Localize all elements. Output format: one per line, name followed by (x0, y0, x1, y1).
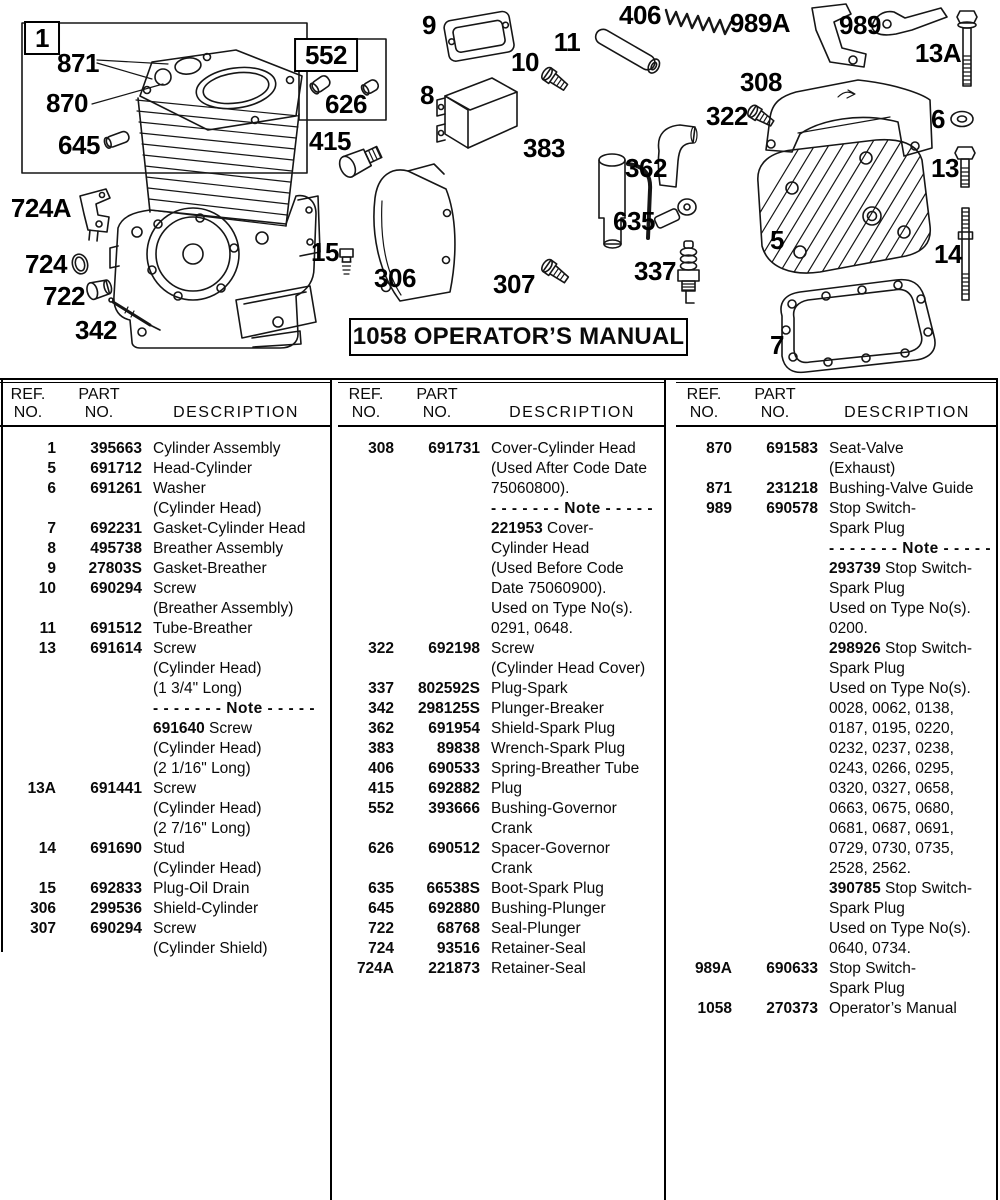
description-line: Bushing-Valve Guide (829, 480, 974, 497)
part-ref-no: 626 (368, 840, 394, 857)
part-row (0, 559, 330, 579)
description-line: Spark Plug (829, 660, 905, 677)
part-ref-no: 645 (368, 900, 394, 917)
part-no: 690533 (428, 760, 480, 777)
part-description (480, 699, 664, 719)
description-line: Retainer-Seal (491, 960, 586, 977)
description-line: 0729, 0730, 0735, (829, 840, 954, 857)
part-no: 66538S (426, 880, 480, 897)
part-ref-no: 635 (368, 880, 394, 897)
column-header-ref: REF. NO. (348, 386, 384, 421)
description-line: (Cylinder Head) (153, 500, 262, 517)
part-ref-no: 406 (368, 760, 394, 777)
description-line: 0232, 0237, 0238, (829, 740, 954, 757)
description-line: Screw (153, 780, 197, 797)
callout-7: 7 (770, 330, 784, 360)
part-row (676, 959, 996, 999)
description-line: Washer (153, 480, 206, 497)
part-no: 93516 (436, 940, 480, 957)
part-description (818, 439, 996, 479)
part-row (676, 499, 996, 959)
part-row (338, 699, 664, 719)
description-line: Seal-Plunger (491, 920, 581, 937)
part-ref-no: 1058 (697, 1000, 732, 1017)
description-line: Stop Switch- (829, 500, 917, 517)
part-description (480, 879, 664, 899)
spring-breather-tube-icon (666, 10, 731, 34)
callout-989: 989 (839, 10, 881, 40)
part-description (142, 539, 330, 559)
part-no: 692198 (428, 640, 480, 657)
description-line: Operator’s Manual (829, 1000, 957, 1017)
description-line: 298926 Stop Switch- (829, 640, 973, 657)
description-line: Spark Plug (829, 520, 905, 537)
column-header-description: DESCRIPTION (844, 404, 970, 421)
description-line: - - - - - - - Note - - - - - (829, 540, 992, 557)
callout-626: 626 (325, 89, 367, 119)
description-line: Plunger-Breaker (491, 700, 604, 717)
description-line: Used on Type No(s). (829, 920, 971, 937)
part-no: 691261 (90, 480, 142, 497)
part-ref-no: 15 (38, 880, 56, 897)
part-description (142, 579, 330, 619)
part-row (0, 539, 330, 559)
tube-breather-icon (593, 27, 662, 75)
description-line: (Exhaust) (829, 460, 896, 477)
washer-icon (951, 112, 973, 127)
description-line: (Used After Code Date (491, 460, 647, 477)
callout-6: 6 (931, 104, 945, 134)
callout-724: 724 (25, 249, 67, 279)
callout-871: 871 (57, 48, 99, 78)
callout-14: 14 (934, 239, 962, 269)
description-line: 0243, 0266, 0295, (829, 760, 954, 777)
boot-spark-plug-icon (654, 199, 696, 229)
part-row (338, 739, 664, 759)
part-description (480, 719, 664, 739)
callout-13A: 13A (914, 38, 962, 68)
description-line: Bushing-Governor (491, 800, 617, 817)
part-no: 393666 (428, 800, 480, 817)
stop-switch-989-icon (872, 8, 947, 35)
part-row (338, 719, 664, 739)
description-line: 0200. (829, 620, 868, 637)
part-row (0, 919, 330, 959)
description-line: Used on Type No(s). (491, 600, 633, 617)
callout-308: 308 (740, 67, 782, 97)
description-line: (2 7/16" Long) (153, 820, 251, 837)
column-header-ref: REF. NO. (686, 386, 722, 421)
part-row (338, 959, 664, 979)
breather-assembly-icon (437, 78, 517, 148)
table-header (338, 382, 664, 427)
part-description (142, 639, 330, 779)
part-row (338, 439, 664, 639)
part-description (480, 919, 664, 939)
description-line: Crank (491, 860, 533, 877)
description-line: Cylinder Assembly (153, 440, 281, 457)
description-line: Head-Cylinder (153, 460, 253, 477)
part-row (338, 679, 664, 699)
part-no: 690294 (90, 580, 142, 597)
description-line: Screw (153, 580, 197, 597)
description-line: Spark Plug (829, 900, 905, 917)
description-line: (Cylinder Head) (153, 660, 262, 677)
callout-870: 870 (46, 88, 88, 118)
column-header-ref: REF. NO. (10, 386, 46, 421)
part-row (338, 839, 664, 879)
retainer-seal-724-icon (70, 252, 90, 275)
part-ref-no: 11 (39, 620, 56, 637)
part-description (480, 959, 664, 979)
part-row (0, 899, 330, 919)
description-line: Screw (153, 640, 197, 657)
part-ref-no: 13 (38, 640, 56, 657)
description-line: Used on Type No(s). (829, 680, 971, 697)
part-row (676, 479, 996, 499)
part-description (142, 779, 330, 839)
callout-406: 406 (619, 0, 661, 30)
description-line: Seat-Valve (829, 440, 904, 457)
part-description (142, 899, 330, 919)
table-header (676, 382, 996, 427)
column-header-part: PART NO. (78, 386, 120, 421)
callout-306: 306 (374, 263, 416, 293)
description-line: Gasket-Breather (153, 560, 267, 577)
part-ref-no: 989 (706, 500, 732, 517)
part-no: 692231 (90, 520, 142, 537)
description-line: Plug-Oil Drain (153, 880, 250, 897)
part-no: 691690 (90, 840, 142, 857)
part-ref-no: 383 (368, 740, 394, 757)
description-line: Spark Plug (829, 980, 905, 997)
description-line: Cover-Cylinder Head (491, 440, 636, 457)
part-no: 221873 (428, 960, 480, 977)
part-no: 691614 (90, 640, 142, 657)
part-description (480, 739, 664, 759)
part-row (0, 459, 330, 479)
screw-307-icon (540, 258, 571, 286)
description-line: 0320, 0327, 0658, (829, 780, 954, 797)
part-no: 395663 (90, 440, 142, 457)
part-no: 231218 (766, 480, 818, 497)
description-line: Shield-Cylinder (153, 900, 259, 917)
part-row (0, 619, 330, 639)
callout-13: 13 (931, 153, 959, 183)
description-line: Boot-Spark Plug (491, 880, 604, 897)
part-no: 690633 (766, 960, 818, 977)
callout-645: 645 (58, 130, 100, 160)
column-header-part: PART NO. (754, 386, 796, 421)
description-line: 0291, 0648. (491, 620, 573, 637)
part-description (480, 799, 664, 839)
part-ref-no: 13A (27, 780, 56, 797)
description-line: Stop Switch- (829, 960, 917, 977)
part-row (676, 999, 996, 1019)
part-ref-no: 342 (368, 700, 394, 717)
part-no: 299536 (90, 900, 142, 917)
description-line: (1 3/4" Long) (153, 680, 243, 697)
part-row (0, 479, 330, 519)
plug-oil-drain-icon (340, 249, 353, 274)
part-ref-no: 724A (356, 960, 394, 977)
callout-337: 337 (634, 256, 676, 286)
part-row (338, 879, 664, 899)
callout-552: 552 (294, 38, 358, 72)
part-row (0, 439, 330, 459)
description-line: (Used Before Code (491, 560, 624, 577)
part-description (142, 439, 330, 459)
description-line: Wrench-Spark Plug (491, 740, 626, 757)
description-line: Gasket-Cylinder Head (153, 520, 306, 537)
part-row (676, 439, 996, 479)
part-ref-no: 6 (47, 480, 56, 497)
description-line: 2528, 2562. (829, 860, 911, 877)
description-line: (Cylinder Head) (153, 800, 262, 817)
column-header-part: PART NO. (416, 386, 458, 421)
part-ref-no: 307 (30, 920, 56, 937)
part-row (0, 639, 330, 779)
description-line: Spark Plug (829, 580, 905, 597)
callout-383: 383 (523, 133, 565, 163)
part-ref-no: 722 (368, 920, 394, 937)
part-ref-no: 415 (368, 780, 394, 797)
description-line: Cylinder Head (491, 540, 590, 557)
part-ref-no: 5 (47, 460, 56, 477)
description-line: (Cylinder Shield) (153, 940, 268, 957)
cylinder-assembly-art (110, 50, 320, 348)
part-description (480, 759, 664, 779)
part-description (142, 559, 330, 579)
part-no: 495738 (90, 540, 142, 557)
description-line: Spacer-Governor (491, 840, 610, 857)
part-description (818, 959, 996, 999)
callout-11: 11 (553, 27, 581, 57)
parts-rows (676, 427, 996, 1019)
description-line: 0681, 0687, 0691, (829, 820, 954, 837)
description-line: Crank (491, 820, 533, 837)
part-ref-no: 552 (368, 800, 394, 817)
part-no: 89838 (436, 740, 480, 757)
callout-415: 415 (309, 126, 351, 156)
description-line: Tube-Breather (153, 620, 253, 637)
part-description (142, 459, 330, 479)
part-ref-no: 9 (47, 560, 56, 577)
description-line: 0640, 0734. (829, 940, 911, 957)
description-line: (Cylinder Head) (153, 860, 262, 877)
part-row (338, 779, 664, 799)
description-line: Used on Type No(s). (829, 600, 971, 617)
part-no: 690294 (90, 920, 142, 937)
description-line: Spring-Breather Tube (491, 760, 640, 777)
part-ref-no: 871 (706, 480, 732, 497)
part-ref-no: 308 (368, 440, 394, 457)
part-description (480, 939, 664, 959)
part-ref-no: 362 (368, 720, 394, 737)
part-row (338, 939, 664, 959)
description-line: 691640 Screw (153, 720, 253, 737)
screw-10-icon (540, 66, 570, 93)
callout-8: 8 (420, 80, 434, 110)
part-description (480, 899, 664, 919)
callout-989A: 989A (729, 8, 791, 38)
callout-342: 342 (75, 315, 117, 345)
description-line: - - - - - - - Note - - - - - (491, 500, 654, 517)
parts-table-column-1 (0, 380, 332, 1200)
part-no: 691441 (90, 780, 142, 797)
description-line: 75060800). (491, 480, 570, 497)
part-ref-no: 7 (47, 520, 56, 537)
retainer-seal-724A-icon (80, 189, 110, 241)
part-no: 298125S (417, 700, 480, 717)
part-ref-no: 724 (368, 940, 394, 957)
part-description (818, 499, 996, 959)
screw-322-icon (746, 104, 776, 129)
part-ref-no: 322 (368, 640, 394, 657)
part-description (142, 919, 330, 959)
part-description (480, 779, 664, 799)
part-row (338, 759, 664, 779)
column-header-description: DESCRIPTION (173, 404, 299, 421)
part-row (338, 639, 664, 679)
callout-15: 15 (311, 237, 339, 267)
spark-plug-icon (678, 241, 699, 303)
parts-rows (0, 427, 330, 959)
gasket-cylinder-head-icon (781, 280, 935, 373)
part-description (818, 999, 996, 1019)
part-description (480, 839, 664, 879)
operators-manual-text: 1058 OPERATOR’S MANUAL (352, 323, 685, 350)
callout-362: 362 (625, 153, 667, 183)
operators-manual-label (349, 318, 688, 356)
part-row (0, 839, 330, 879)
description-line: Screw (153, 920, 197, 937)
description-line: 221953 Cover- (491, 520, 594, 537)
callout-724A: 724A (10, 193, 72, 223)
part-no: 690512 (428, 840, 480, 857)
description-line: Screw (491, 640, 535, 657)
part-no: 270373 (766, 1000, 818, 1017)
part-no: 691512 (90, 620, 142, 637)
description-line: (Cylinder Head Cover) (491, 660, 646, 677)
part-no: 27803S (88, 560, 142, 577)
part-ref-no: 870 (706, 440, 732, 457)
part-row (338, 799, 664, 839)
description-line: 0663, 0675, 0680, (829, 800, 954, 817)
description-line: Plug-Spark (491, 680, 568, 697)
part-ref-no: 8 (47, 540, 56, 557)
part-description (818, 479, 996, 499)
seal-plunger-icon (85, 278, 113, 301)
parts-rows (338, 427, 664, 979)
part-description (480, 439, 664, 639)
callout-722: 722 (43, 281, 85, 311)
part-description (480, 639, 664, 679)
callout-5: 5 (770, 225, 784, 255)
part-ref-no: 989A (694, 960, 732, 977)
description-line: Date 75060900). (491, 580, 607, 597)
part-row (0, 579, 330, 619)
parts-table (0, 378, 998, 1200)
column-header-description: DESCRIPTION (509, 404, 635, 421)
part-ref-no: 306 (30, 900, 56, 917)
part-no: 692833 (90, 880, 142, 897)
table-header (0, 382, 330, 427)
part-ref-no: 10 (38, 580, 56, 597)
part-row (0, 779, 330, 839)
part-row (0, 879, 330, 899)
part-ref-no: 337 (368, 680, 394, 697)
part-description (142, 839, 330, 879)
part-row (0, 519, 330, 539)
description-line: 390785 Stop Switch- (829, 880, 973, 897)
description-line: Breather Assembly (153, 540, 284, 557)
part-no: 691583 (766, 440, 818, 457)
description-line: 293739 Stop Switch- (829, 560, 973, 577)
description-line: Shield-Spark Plug (491, 720, 616, 737)
description-line: Plug (491, 780, 523, 797)
description-line: Stud (153, 840, 185, 857)
part-description (142, 519, 330, 539)
gasket-breather-icon (443, 10, 515, 62)
cover-cylinder-head-icon (766, 80, 932, 156)
part-description (142, 879, 330, 899)
callout-322: 322 (706, 101, 748, 131)
part-no: 692880 (428, 900, 480, 917)
description-line: (2 1/16" Long) (153, 760, 251, 777)
part-ref-no: 1 (47, 440, 56, 457)
description-line: - - - - - - - Note - - - - - (153, 700, 316, 717)
part-no: 802592S (417, 680, 480, 697)
exploded-parts-diagram (0, 0, 1000, 378)
part-no: 690578 (766, 500, 818, 517)
part-description (480, 679, 664, 699)
part-no: 691954 (428, 720, 480, 737)
part-description (142, 479, 330, 519)
part-no: 692882 (428, 780, 480, 797)
parts-table-column-3 (666, 380, 996, 1200)
callout-635: 635 (613, 206, 655, 236)
description-line: 0187, 0195, 0220, (829, 720, 954, 737)
callout-1: 1 (24, 21, 60, 55)
description-line: (Cylinder Head) (153, 740, 262, 757)
part-row (338, 919, 664, 939)
part-ref-no: 14 (38, 840, 56, 857)
part-no: 68768 (436, 920, 480, 937)
callout-9: 9 (422, 10, 436, 40)
description-line: 0028, 0062, 0138, (829, 700, 954, 717)
callout-10: 10 (511, 47, 539, 77)
callout-307: 307 (493, 269, 535, 299)
bushing-plunger-icon (103, 130, 130, 149)
description-line: (Breather Assembly) (153, 600, 294, 617)
description-line: Retainer-Seal (491, 940, 586, 957)
description-line: Bushing-Plunger (491, 900, 606, 917)
part-row (338, 899, 664, 919)
part-no: 691712 (90, 460, 142, 477)
parts-table-column-2 (332, 380, 666, 1200)
part-description (142, 619, 330, 639)
part-no: 691731 (428, 440, 480, 457)
